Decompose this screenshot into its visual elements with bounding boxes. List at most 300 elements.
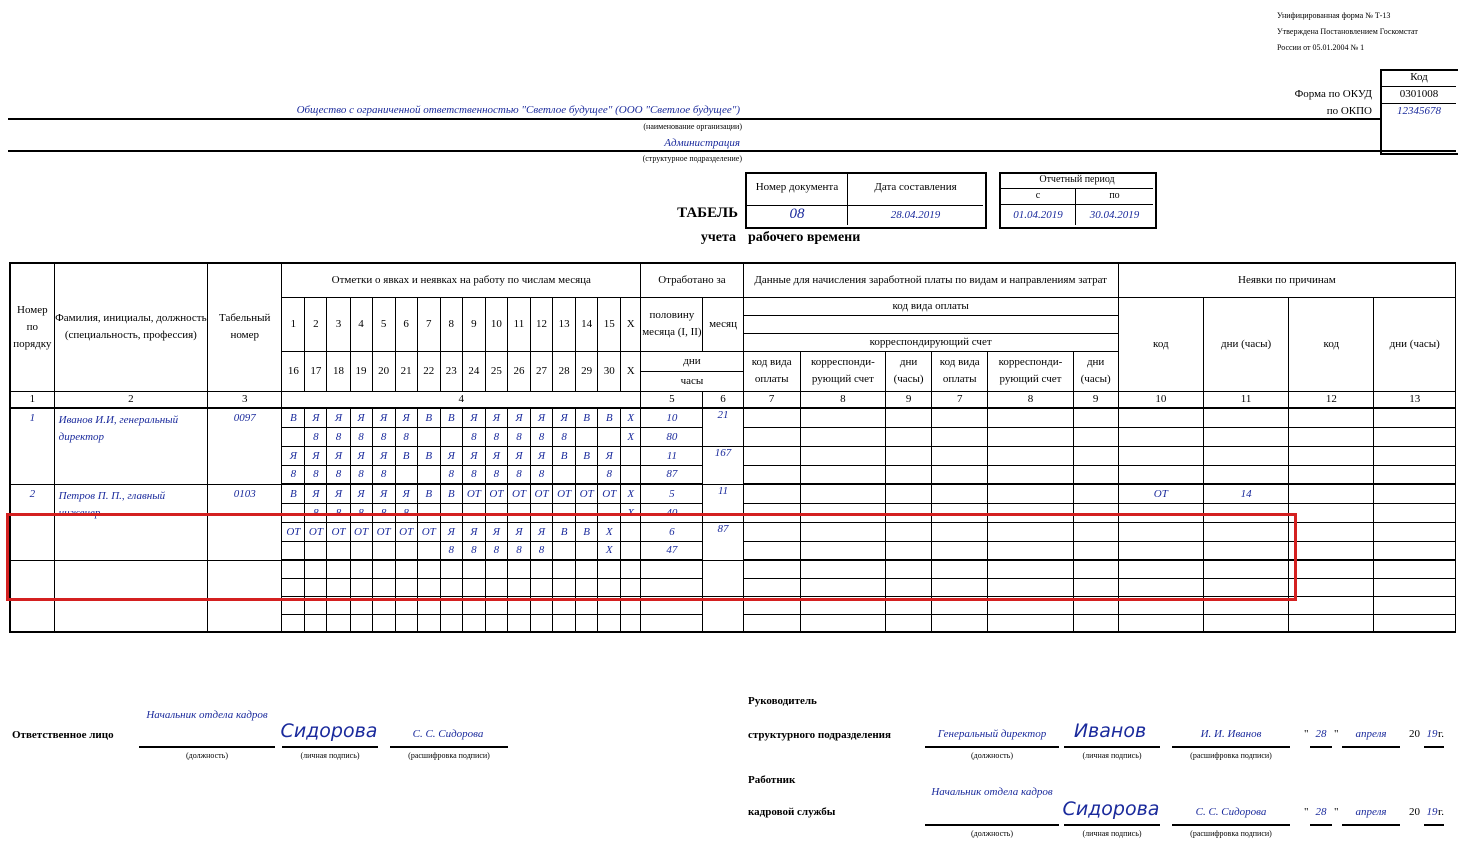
empty-cell xyxy=(800,614,885,632)
day-mark: 8 xyxy=(350,503,372,522)
empty-cell xyxy=(485,614,507,632)
employee-name: Петров П. П., главный инженер xyxy=(54,484,207,560)
day-mark: 8 xyxy=(327,465,350,484)
okud-value: 0301008 xyxy=(1399,88,1439,100)
day-header: 23 xyxy=(440,351,462,391)
empty-cell xyxy=(886,614,932,632)
employee-num: 1 xyxy=(10,408,54,484)
empty-cell xyxy=(598,614,621,632)
header-pay-code: код вида оплаты xyxy=(743,297,1118,315)
day-mark: Я xyxy=(327,408,350,427)
abs-days-cell xyxy=(1374,427,1456,446)
day-mark: Я xyxy=(350,408,372,427)
day-mark: Я xyxy=(507,408,530,427)
day-mark: 8 xyxy=(372,465,395,484)
day-mark xyxy=(440,427,462,446)
pay-cell xyxy=(1073,427,1118,446)
day-mark: Я xyxy=(327,446,350,465)
day-header: 30 xyxy=(598,351,621,391)
half-month-value: 11 xyxy=(641,446,703,465)
day-mark: Я xyxy=(531,408,553,427)
header-pay-sub: дни (часы) xyxy=(1073,351,1118,391)
day-mark: ОТ xyxy=(305,522,327,541)
doc-number: 08 xyxy=(789,206,805,222)
day-header: 4 xyxy=(350,297,372,351)
abs-days-cell xyxy=(1374,541,1456,560)
abs-days-cell xyxy=(1374,484,1456,503)
day-mark: Я xyxy=(531,522,553,541)
day-header: 27 xyxy=(531,351,553,391)
day-mark: В xyxy=(553,522,576,541)
empty-cell xyxy=(1374,596,1456,614)
col-number: 7 xyxy=(743,391,800,408)
day-mark: 8 xyxy=(553,427,576,446)
empty-cell xyxy=(350,614,372,632)
header-pay-sub: корреспонди-рующий счет xyxy=(800,351,885,391)
day-mark: Я xyxy=(485,522,507,541)
org-name: Общество с ограниченной ответственностью "Светлое будущее" (ООО "Светлое будущее") xyxy=(296,104,740,116)
day-mark: ОТ xyxy=(576,484,598,503)
abs-days-cell xyxy=(1374,408,1456,427)
day-mark: В xyxy=(417,484,440,503)
day-mark: 8 xyxy=(327,427,350,446)
resp-label: Ответственное лицо xyxy=(12,729,114,741)
day-mark: 8 xyxy=(485,427,507,446)
day-mark: 8 xyxy=(507,427,530,446)
day-mark: Я xyxy=(598,446,621,465)
half-month-value: 6 xyxy=(641,522,703,541)
pay-cell xyxy=(932,427,988,446)
day-mark: 8 xyxy=(485,465,507,484)
pay-cell xyxy=(800,408,885,427)
abs-code-cell xyxy=(1289,503,1374,522)
head-name: И. И. Иванов xyxy=(1200,728,1262,740)
day-mark: В xyxy=(553,446,576,465)
day-header: 11 xyxy=(507,297,530,351)
header-marks: Отметки о явках и неявках на работу по числам месяца xyxy=(282,263,641,297)
col-number: 9 xyxy=(1073,391,1118,408)
year-suffix: г. xyxy=(1438,728,1445,740)
empty-cell xyxy=(703,596,743,632)
pay-cell xyxy=(800,465,885,484)
header-pay-sub: код вида оплаты xyxy=(932,351,988,391)
col-number: 2 xyxy=(54,391,207,408)
day-mark xyxy=(417,427,440,446)
day-mark: В xyxy=(440,408,462,427)
pay-cell xyxy=(886,484,932,503)
day-header: 7 xyxy=(417,297,440,351)
col-number: 4 xyxy=(282,391,641,408)
day-header: 29 xyxy=(576,351,598,391)
day-mark: Я xyxy=(553,408,576,427)
half-month-value: 10 xyxy=(641,408,703,427)
day-mark: X xyxy=(621,484,641,503)
day-mark: ОТ xyxy=(462,484,485,503)
empty-cell xyxy=(305,614,327,632)
day-mark: X xyxy=(598,541,621,560)
form-info-line: Унифицированная форма № Т-13 xyxy=(1277,11,1391,20)
day-mark: 8 xyxy=(372,503,395,522)
col-number: 11 xyxy=(1203,391,1288,408)
empty-cell xyxy=(282,614,305,632)
day-mark: 8 xyxy=(305,427,327,446)
col-number: 8 xyxy=(988,391,1073,408)
pay-cell xyxy=(988,465,1073,484)
day-mark: 8 xyxy=(305,465,327,484)
day-mark: X xyxy=(598,522,621,541)
header-pay: Данные для начисления заработной платы по видам и направлениям затрат xyxy=(743,263,1118,297)
pay-cell xyxy=(886,446,932,465)
header-absence: Неявки по причинам xyxy=(1118,263,1455,297)
day-header: 14 xyxy=(576,297,598,351)
employee-tab: 0103 xyxy=(208,484,282,560)
header-pay-sub: дни (часы) xyxy=(886,351,932,391)
col-number: 13 xyxy=(1374,391,1456,408)
pay-cell xyxy=(743,465,800,484)
day-mark: Я xyxy=(395,484,417,503)
pay-cell xyxy=(932,408,988,427)
day-mark: 8 xyxy=(440,541,462,560)
day-mark: Я xyxy=(462,408,485,427)
abs-code-cell xyxy=(1289,427,1374,446)
pay-cell xyxy=(743,408,800,427)
pay-cell xyxy=(1073,484,1118,503)
day-mark: Я xyxy=(305,446,327,465)
period-from-label: с xyxy=(1035,190,1041,201)
day-mark: Я xyxy=(462,522,485,541)
day-header: 3 xyxy=(327,297,350,351)
half-month-value: 5 xyxy=(641,484,703,503)
abs-code-cell xyxy=(1118,427,1203,446)
header-corr: корреспондирующий счет xyxy=(743,333,1118,351)
day-header: 12 xyxy=(531,297,553,351)
col-number: 3 xyxy=(208,391,282,408)
empty-cell xyxy=(1374,560,1456,578)
day-header: 5 xyxy=(372,297,395,351)
day-header: 24 xyxy=(462,351,485,391)
pay-cell xyxy=(743,484,800,503)
header-name: Фамилия, инициалы, должность (специальность, профессия) xyxy=(54,263,207,391)
caption-name: (расшифровка подписи) xyxy=(1190,829,1272,838)
day-mark: X xyxy=(621,503,641,522)
col-number: 7 xyxy=(932,391,988,408)
abs-days-cell xyxy=(1374,446,1456,465)
sign-month: апреля xyxy=(1355,728,1387,740)
day-mark: ОТ xyxy=(553,484,576,503)
period-from: 01.04.2019 xyxy=(1013,209,1063,221)
day-header: 10 xyxy=(485,297,507,351)
doc-title: ТАБЕЛЬ xyxy=(677,205,738,221)
empty-cell xyxy=(417,614,440,632)
day-mark xyxy=(553,465,576,484)
day-mark: 8 xyxy=(507,541,530,560)
month-days: 11 xyxy=(703,484,743,522)
header-num: Номер по порядку xyxy=(10,263,54,391)
header-pay-sub: корреспонди-рующий счет xyxy=(988,351,1073,391)
pay-cell xyxy=(800,484,885,503)
empty-cell xyxy=(988,614,1073,632)
day-header: 28 xyxy=(553,351,576,391)
hr-position: Начальник отдела кадров xyxy=(931,786,1053,798)
table-row xyxy=(10,263,1456,297)
day-header: X xyxy=(621,351,641,391)
sign-year: 19 xyxy=(1426,806,1438,818)
header-worked: Отработано за xyxy=(641,263,743,297)
day-mark: Я xyxy=(305,484,327,503)
day-header: 16 xyxy=(282,351,305,391)
day-mark: Я xyxy=(440,446,462,465)
day-mark: В xyxy=(282,484,305,503)
day-mark: ОТ xyxy=(598,484,621,503)
day-mark: Я xyxy=(507,446,530,465)
half-month-value: 40 xyxy=(641,503,703,522)
day-mark: 8 xyxy=(372,427,395,446)
day-mark: ОТ xyxy=(395,522,417,541)
day-header: 21 xyxy=(395,351,417,391)
abs-code-cell xyxy=(1289,446,1374,465)
resp-name: С. С. Сидорова xyxy=(412,728,484,740)
day-header: 6 xyxy=(395,297,417,351)
abs-days-cell xyxy=(1374,503,1456,522)
abs-days-cell xyxy=(1203,465,1288,484)
pay-cell xyxy=(988,446,1073,465)
empty-cell xyxy=(1073,614,1118,632)
day-mark: Я xyxy=(372,408,395,427)
hr-name: С. С. Сидорова xyxy=(1195,806,1267,818)
day-mark: ОТ xyxy=(372,522,395,541)
half-month-value: 80 xyxy=(641,427,703,446)
empty-cell xyxy=(621,614,641,632)
pay-cell xyxy=(1073,465,1118,484)
hr-signature: Сидорова xyxy=(1062,798,1160,820)
doc-date: 28.04.2019 xyxy=(890,209,941,221)
dept-caption: (структурное подразделение) xyxy=(642,154,742,163)
day-mark xyxy=(576,465,598,484)
period-to: 30.04.2019 xyxy=(1089,209,1140,221)
day-mark: X xyxy=(621,427,641,446)
empty-cell xyxy=(743,614,800,632)
abs-code-cell: ОТ xyxy=(1118,484,1203,503)
col-number: 8 xyxy=(800,391,885,408)
hr-label: Работник xyxy=(748,774,796,786)
day-mark: Я xyxy=(372,484,395,503)
day-mark: Я xyxy=(485,408,507,427)
day-mark xyxy=(621,465,641,484)
col-number: 12 xyxy=(1289,391,1374,408)
header-half: половину месяца (I, II) xyxy=(641,297,703,351)
abs-code-cell xyxy=(1289,465,1374,484)
day-mark xyxy=(395,465,417,484)
year-prefix: 20 xyxy=(1409,728,1420,740)
header-pay-sub: код вида оплаты xyxy=(743,351,800,391)
empty-cell xyxy=(1289,560,1374,578)
day-mark: 8 xyxy=(531,427,553,446)
day-header: 22 xyxy=(417,351,440,391)
day-mark: 8 xyxy=(531,465,553,484)
doc-subtitle-2: рабочего времени xyxy=(748,230,861,245)
table-row xyxy=(10,408,1456,427)
month-hours: 87 xyxy=(703,522,743,560)
pay-code-blank xyxy=(743,315,1118,333)
pay-cell xyxy=(1073,446,1118,465)
col-number: 10 xyxy=(1118,391,1203,408)
empty-cell xyxy=(395,614,417,632)
empty-cell xyxy=(1374,614,1456,632)
highlight-box xyxy=(6,513,1297,601)
col-number: 6 xyxy=(703,391,743,408)
empty-cell xyxy=(440,614,462,632)
empty-cell xyxy=(576,614,598,632)
day-header: 13 xyxy=(553,297,576,351)
day-mark: 8 xyxy=(507,465,530,484)
empty-cell xyxy=(1374,578,1456,596)
day-header: 26 xyxy=(507,351,530,391)
empty-cell xyxy=(553,614,576,632)
header-abs-code: код xyxy=(1118,297,1203,391)
okpo-value: 12345678 xyxy=(1397,105,1441,117)
sign-year: 19 xyxy=(1426,728,1438,740)
day-mark: Я xyxy=(282,446,305,465)
header-abs-days: дни (часы) xyxy=(1374,297,1456,391)
abs-code-cell xyxy=(1118,446,1203,465)
day-mark: 8 xyxy=(598,465,621,484)
day-mark: Я xyxy=(395,408,417,427)
sign-day: 28 xyxy=(1315,728,1327,740)
caption-position: (должность) xyxy=(186,751,228,760)
day-header: 9 xyxy=(462,297,485,351)
day-mark: 8 xyxy=(462,427,485,446)
day-header: X xyxy=(621,297,641,351)
day-header: 1 xyxy=(282,297,305,351)
day-mark: Я xyxy=(531,446,553,465)
day-mark: ОТ xyxy=(417,522,440,541)
year-suffix: г. xyxy=(1438,806,1445,818)
pay-cell xyxy=(800,427,885,446)
day-mark: 8 xyxy=(305,503,327,522)
resp-position: Начальник отдела кадров xyxy=(146,709,268,721)
pay-cell xyxy=(800,446,885,465)
day-mark: Я xyxy=(485,446,507,465)
day-header: 17 xyxy=(305,351,327,391)
empty-cell xyxy=(1289,578,1374,596)
day-mark: В xyxy=(417,408,440,427)
abs-days-cell: 14 xyxy=(1203,484,1288,503)
day-mark: 8 xyxy=(395,503,417,522)
day-mark xyxy=(417,465,440,484)
pay-cell xyxy=(932,465,988,484)
sign-day: 28 xyxy=(1315,806,1327,818)
day-mark xyxy=(282,427,305,446)
table-row xyxy=(10,391,1456,408)
day-mark: Я xyxy=(350,446,372,465)
abs-days-cell xyxy=(1374,522,1456,541)
day-mark: ОТ xyxy=(350,522,372,541)
day-header: 18 xyxy=(327,351,350,391)
pay-cell xyxy=(1073,408,1118,427)
okud-label: Форма по ОКУД xyxy=(1294,88,1372,100)
day-mark: X xyxy=(621,408,641,427)
form-info xyxy=(1277,8,1462,56)
empty-cell xyxy=(372,614,395,632)
empty-cell xyxy=(1289,614,1374,632)
pay-cell xyxy=(743,446,800,465)
abs-code-cell xyxy=(1118,465,1203,484)
day-mark: 8 xyxy=(531,541,553,560)
day-header: 8 xyxy=(440,297,462,351)
dept-name: Администрация xyxy=(664,137,740,149)
employee-num: 2 xyxy=(10,484,54,560)
col-number: 9 xyxy=(886,391,932,408)
header-tab: Табельный номер xyxy=(208,263,282,391)
half-month-value: 47 xyxy=(641,541,703,560)
day-mark: 8 xyxy=(462,541,485,560)
day-mark: Я xyxy=(350,484,372,503)
day-mark: Я xyxy=(327,484,350,503)
empty-cell xyxy=(932,614,988,632)
empty-cell xyxy=(1203,614,1288,632)
caption-name: (расшифровка подписи) xyxy=(1190,751,1272,760)
day-mark xyxy=(598,427,621,446)
header-dni-chasy xyxy=(641,351,743,391)
day-mark: В xyxy=(576,446,598,465)
day-mark: 8 xyxy=(485,541,507,560)
day-mark: В xyxy=(576,522,598,541)
head-label-2: структурного подразделения xyxy=(748,729,891,741)
caption-position: (должность) xyxy=(971,829,1013,838)
pay-cell xyxy=(932,484,988,503)
head-signature: Иванов xyxy=(1073,720,1147,742)
table-row xyxy=(10,484,1456,503)
pay-cell xyxy=(988,427,1073,446)
day-mark: В xyxy=(440,484,462,503)
abs-days-cell xyxy=(1374,465,1456,484)
empty-cell xyxy=(531,614,553,632)
day-mark: ОТ xyxy=(282,522,305,541)
hr-label-2: кадровой службы xyxy=(748,806,836,818)
pay-cell xyxy=(932,446,988,465)
empty-cell xyxy=(1118,614,1203,632)
day-mark: В xyxy=(395,446,417,465)
day-mark: В xyxy=(576,408,598,427)
abs-code-cell xyxy=(1289,522,1374,541)
pay-cell xyxy=(886,408,932,427)
day-mark: ОТ xyxy=(531,484,553,503)
half-month-value: 87 xyxy=(641,465,703,484)
pay-cell xyxy=(743,427,800,446)
empty-cell xyxy=(327,614,350,632)
pay-cell xyxy=(886,427,932,446)
form-info-line: Утверждена Постановлением Госкомстат xyxy=(1277,27,1418,36)
head-position: Генеральный директор xyxy=(937,728,1047,740)
abs-code-cell xyxy=(1289,541,1374,560)
caption-signature: (личная подпись) xyxy=(300,751,360,760)
day-mark: Я xyxy=(462,446,485,465)
month-days: 21 xyxy=(703,408,743,446)
period-label: Отчетный период xyxy=(1039,174,1115,185)
caption-signature: (личная подпись) xyxy=(1082,751,1142,760)
form-info-line: России от 05.01.2004 № 1 xyxy=(1277,43,1365,52)
day-mark: 8 xyxy=(327,503,350,522)
day-header: 2 xyxy=(305,297,327,351)
day-mark: 8 xyxy=(282,465,305,484)
caption-name: (расшифровка подписи) xyxy=(408,751,490,760)
abs-code-cell xyxy=(1289,484,1374,503)
day-header: 20 xyxy=(372,351,395,391)
header-chasy: часы xyxy=(680,374,704,387)
pay-cell xyxy=(988,484,1073,503)
okpo-label: по ОКПО xyxy=(1326,105,1372,117)
col-number: 5 xyxy=(641,391,703,408)
